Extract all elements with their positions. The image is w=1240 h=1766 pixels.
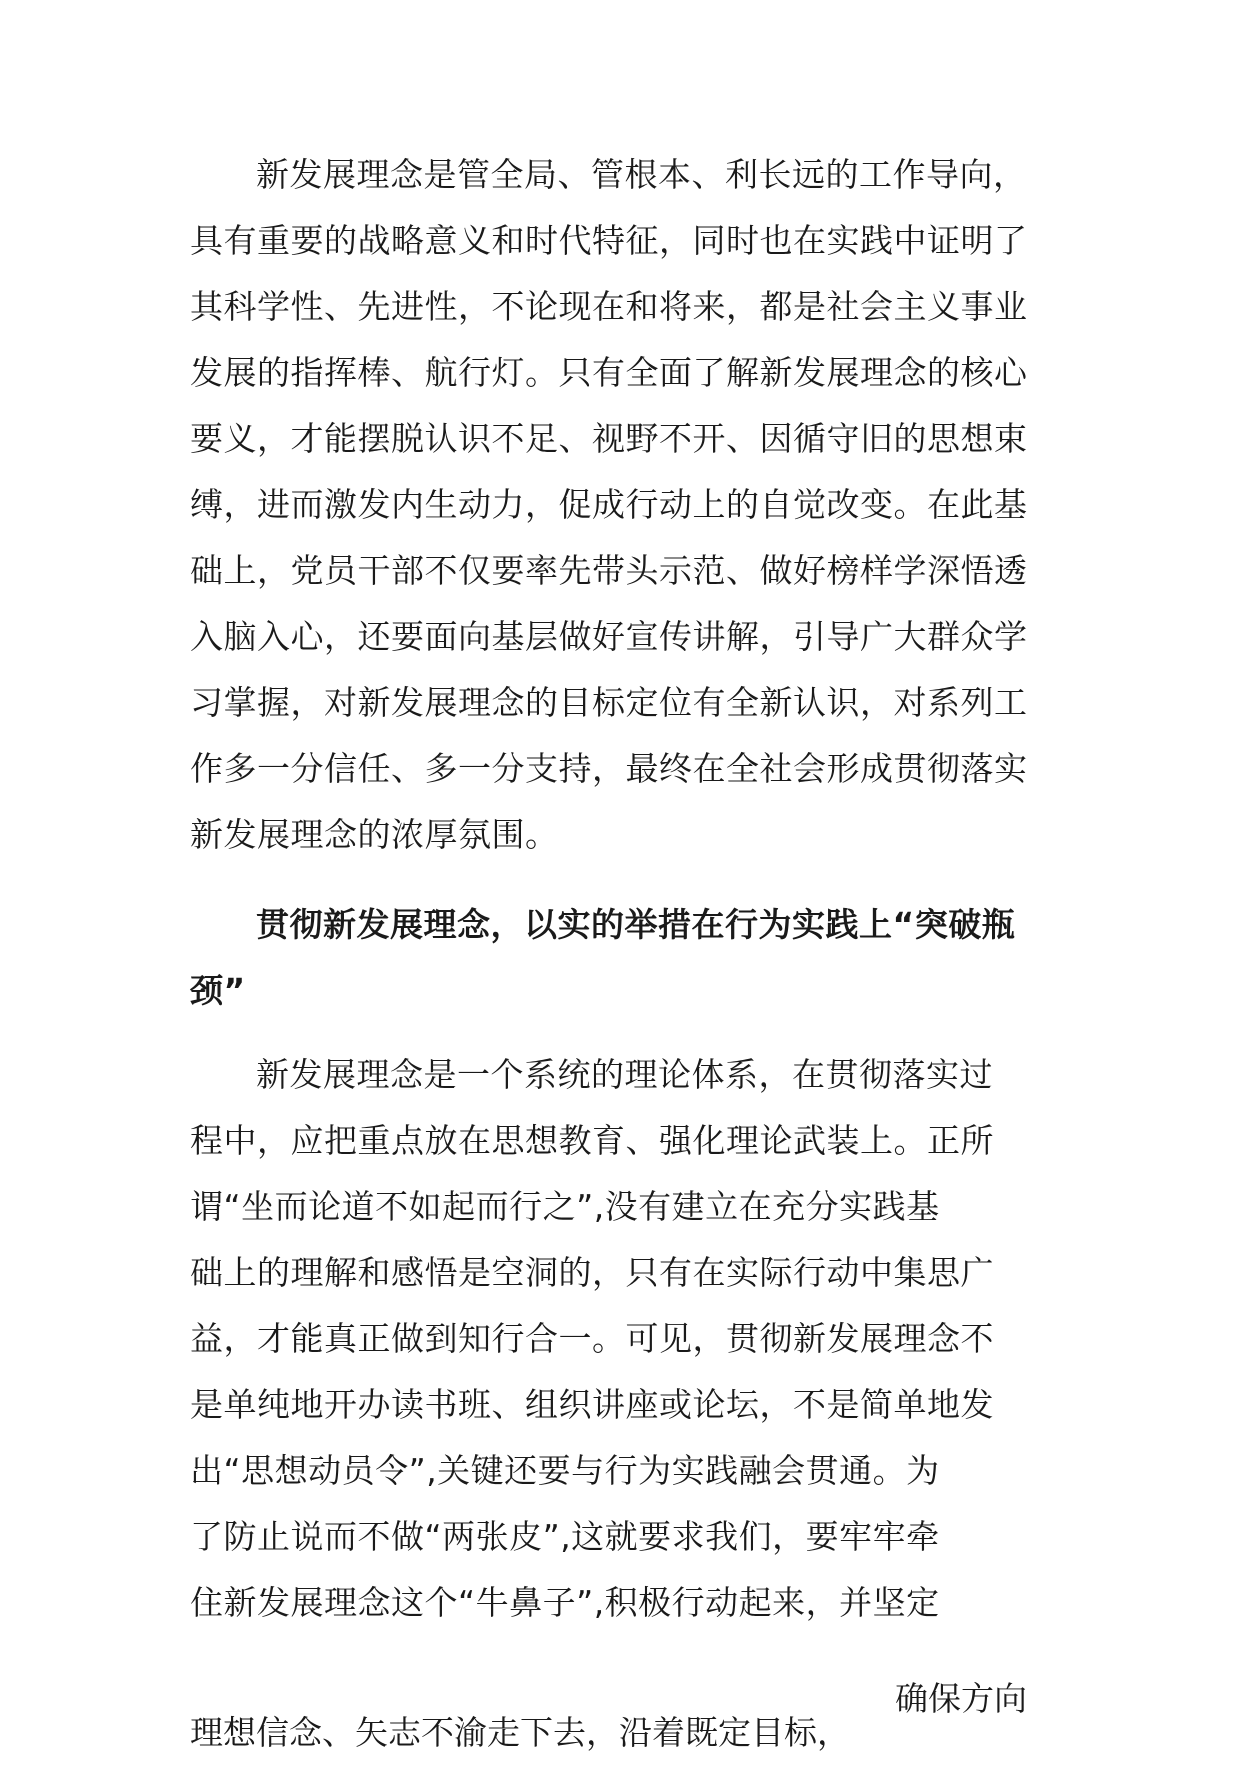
- paragraph-line: 入脑入心，还要面向基层做好宣传讲解，引导广大群众学: [190, 617, 1028, 656]
- paragraph-line: 住新发展理念这个“牛鼻子”,积极行动起来，并坚定: [190, 1583, 940, 1622]
- paragraph-line: 了防止说而不做“两张皮”,这就要求我们，要牢牢牵: [190, 1517, 940, 1556]
- body-paragraph-1: [190, 142, 1065, 868]
- paragraph-line: 要义，才能摆脱认识不足、视野不开、因循守旧的思想束: [190, 419, 1028, 458]
- trailing-fragment-left: 理想信念、矢志不渝走下去，沿着既定目标，: [190, 1713, 850, 1752]
- section-heading: [190, 892, 1065, 1024]
- paragraph-line: 新发展理念是一个系统的理论体系，在贯彻落实过: [256, 1055, 993, 1094]
- paragraph-line: 础上的理解和感悟是空洞的，只有在实际行动中集思广: [190, 1253, 994, 1292]
- heading-line: 颈”: [190, 971, 246, 1010]
- paragraph-line: 础上，党员干部不仅要率先带头示范、做好榜样学深悟透: [190, 551, 1028, 590]
- paragraph-line: 新发展理念的浓厚氛围。: [190, 815, 559, 854]
- paragraph-line: 益，才能真正做到知行合一。可见，贯彻新发展理念不: [190, 1319, 994, 1358]
- heading-line: 贯彻新发展理念，以实的举措在行为实践上“突破瓶: [256, 905, 1016, 944]
- paragraph-line: 习掌握，对新发展理念的目标定位有全新认识，对系列工: [190, 683, 1028, 722]
- trailing-fragment-right: 确保方向: [895, 1679, 1027, 1718]
- paragraph-line: 缚，进而激发内生动力，促成行动上的自觉改变。在此基: [190, 485, 1028, 524]
- paragraph-line: 程中，应把重点放在思想教育、强化理论武装上。正所: [190, 1121, 994, 1160]
- paragraph-line: 发展的指挥棒、航行灯。只有全面了解新发展理念的核心: [190, 353, 1028, 392]
- paragraph-line: 谓“坐而论道不如起而行之”,没有建立在充分实践基: [190, 1187, 940, 1226]
- paragraph-line: 是单纯地开办读书班、组织讲座或论坛，不是简单地发: [190, 1385, 994, 1424]
- paragraph-line: 作多一分信任、多一分支持，最终在全社会形成贯彻落实: [190, 749, 1028, 788]
- paragraph-line: 出“思想动员令”,关键还要与行为实践融会贯通。为: [190, 1451, 940, 1490]
- paragraph-line: 具有重要的战略意义和时代特征，同时也在实践中证明了: [190, 221, 1028, 260]
- body-paragraph-2: [190, 1042, 1065, 1636]
- paragraph-line: 新发展理念是管全局、管根本、利长远的工作导向，: [256, 155, 1027, 194]
- paragraph-line: 其科学性、先进性，不论现在和将来，都是社会主义事业: [190, 287, 1028, 326]
